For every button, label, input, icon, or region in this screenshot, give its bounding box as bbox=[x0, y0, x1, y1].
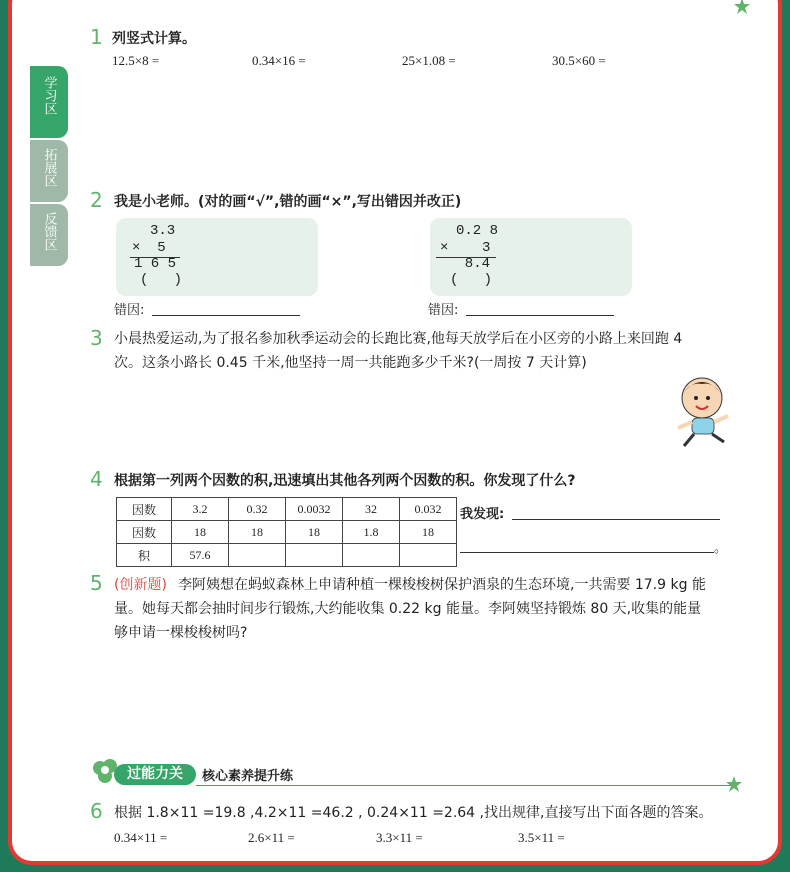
question-number: 3 bbox=[90, 326, 103, 350]
question-text: 根据第一列两个因数的积,迅速填出其他各列两个因数的积。你发现了什么? bbox=[114, 473, 576, 489]
table-cell: 18 bbox=[400, 521, 457, 544]
expression: 0.34×16 = bbox=[252, 53, 306, 68]
side-tab-extend[interactable] bbox=[30, 140, 68, 202]
found-answer-line[interactable] bbox=[512, 519, 720, 520]
table-cell: 3.2 bbox=[172, 498, 229, 521]
expression: 3.5×11 = bbox=[518, 830, 565, 845]
section-subtitle: 核心素养提升练 bbox=[202, 769, 294, 784]
calc-line: 0.2 8 bbox=[456, 223, 499, 239]
section-rule bbox=[196, 785, 736, 786]
table-cell: 因数 bbox=[117, 521, 172, 544]
answer-cell[interactable] bbox=[400, 544, 457, 567]
calc-line: 1 6 5 bbox=[134, 256, 177, 272]
star-icon bbox=[734, 0, 750, 14]
innovation-tag: (创新题) bbox=[114, 577, 167, 593]
question-text: 我是小老师。(对的画“√”,错的画“×”,写出错因并改正) bbox=[114, 194, 462, 210]
table-cell: 积 bbox=[117, 544, 172, 567]
question-text: 根据 1.8×11 =19.8 ,4.2×11 =46.2 , 0.24×11 =2.64 ,找出规律,直接写出下面各题的答案。 bbox=[114, 805, 713, 821]
question-line: 李阿姨想在蚂蚁森林上申请种植一棵梭梭树保护酒泉的生态环境,一共需要 17.9 kg 能 bbox=[178, 577, 706, 593]
table-row bbox=[117, 521, 457, 544]
table-cell: 1.8 bbox=[343, 521, 400, 544]
table-cell: 57.6 bbox=[172, 544, 229, 567]
question-line: 小晨热爱运动,为了报名参加秋季运动会的长跑比赛,他每天放学后在小区旁的小路上来回跑 4 bbox=[114, 331, 683, 347]
table-row bbox=[117, 544, 457, 567]
reason-answer-line[interactable] bbox=[466, 315, 614, 316]
answer-cell[interactable] bbox=[343, 544, 400, 567]
table-cell: 18 bbox=[172, 521, 229, 544]
section-title: 过能力关 bbox=[114, 764, 196, 785]
question-number: 4 bbox=[90, 467, 103, 491]
table-cell: 32 bbox=[343, 498, 400, 521]
table-cell: 0.32 bbox=[229, 498, 286, 521]
question-text: 列竖式计算。 bbox=[112, 31, 196, 47]
reason-label: 错因: bbox=[428, 303, 459, 318]
star-icon bbox=[726, 776, 742, 792]
question-line: 次。这条小路长 0.45 千米,他坚持一周一共能跑多少千米?(一周按 7 天计算) bbox=[114, 355, 587, 371]
found-label: 我发现: bbox=[460, 507, 505, 522]
question-number: 5 bbox=[90, 571, 103, 595]
side-tab-study[interactable] bbox=[30, 66, 68, 138]
expression: 3.3×11 = bbox=[376, 830, 423, 845]
expression: 2.6×11 = bbox=[248, 830, 295, 845]
table-row bbox=[117, 498, 457, 521]
side-tab-label: 学习区 bbox=[41, 76, 57, 115]
calc-line: 8.4 bbox=[448, 256, 491, 272]
calc-line: × 3 bbox=[440, 240, 491, 256]
answer-bracket[interactable]: ( ) bbox=[140, 272, 183, 288]
answer-cell[interactable] bbox=[286, 544, 343, 567]
reason-label: 错因: bbox=[114, 303, 145, 318]
calc-line: 3.3 bbox=[150, 223, 176, 239]
running-boy-illustration bbox=[672, 372, 734, 450]
expression: 25×1.08 = bbox=[402, 53, 456, 68]
found-answer-line[interactable] bbox=[460, 552, 714, 553]
question-number: 6 bbox=[90, 799, 103, 823]
calc-line: × 5 bbox=[132, 240, 166, 256]
question-line: 够申请一棵梭梭树吗? bbox=[114, 625, 248, 641]
question-number: 2 bbox=[90, 188, 103, 212]
side-tab-label: 拓展区 bbox=[41, 148, 57, 187]
table-cell: 0.032 bbox=[400, 498, 457, 521]
expression: 30.5×60 = bbox=[552, 53, 606, 68]
period-mark: 。 bbox=[714, 541, 728, 556]
question-number: 1 bbox=[90, 25, 103, 49]
table-cell: 0.0032 bbox=[286, 498, 343, 521]
answer-bracket[interactable]: ( ) bbox=[450, 272, 493, 288]
table-cell: 18 bbox=[229, 521, 286, 544]
side-tab-feedback[interactable] bbox=[30, 204, 68, 266]
reason-answer-line[interactable] bbox=[152, 315, 300, 316]
expression: 0.34×11 = bbox=[114, 830, 168, 845]
section-header bbox=[90, 762, 750, 786]
question-line: 量。她每天都会抽时间步行锻炼,大约能收集 0.22 kg 能量。李阿姨坚持锻炼 80 天,收集的能量 bbox=[114, 601, 702, 617]
factor-table bbox=[116, 497, 457, 567]
side-tab-label: 反馈区 bbox=[41, 212, 57, 251]
expression: 12.5×8 = bbox=[112, 53, 160, 68]
table-cell: 18 bbox=[286, 521, 343, 544]
page-frame bbox=[8, 0, 782, 865]
answer-cell[interactable] bbox=[229, 544, 286, 567]
table-cell: 因数 bbox=[117, 498, 172, 521]
